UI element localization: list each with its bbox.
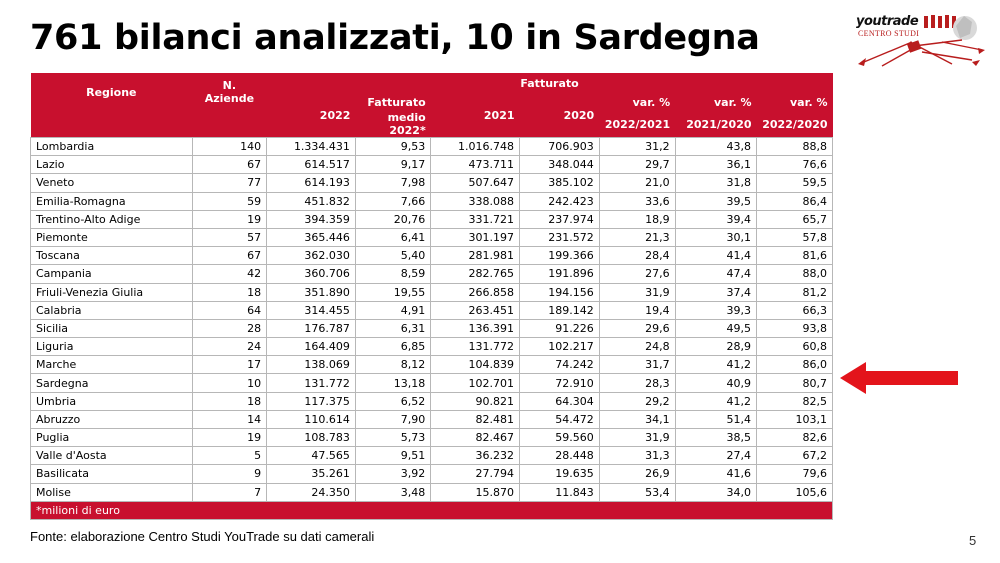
cell-var-2022-2021: 21,3 [599, 228, 675, 246]
cell-n-aziende: 140 [192, 138, 266, 156]
cell-n-aziende: 42 [192, 265, 266, 283]
cell-var-2022-2021: 33,6 [599, 192, 675, 210]
cell-var-2021-2020: 39,3 [675, 301, 756, 319]
cell-fatturato-2022: 614.193 [267, 174, 356, 192]
cell-fatturato-2022: 138.069 [267, 356, 356, 374]
cell-fatturato-2020: 28.448 [520, 447, 600, 465]
cell-fatturato-2020: 19.635 [520, 465, 600, 483]
table-row [31, 138, 833, 156]
cell-var-2022-2020: 88,0 [757, 265, 833, 283]
footnote: *milioni di euro [31, 501, 833, 519]
cell-var-2021-2020: 37,4 [675, 283, 756, 301]
cell-fatturato-2022: 451.832 [267, 192, 356, 210]
header-var1-l2: 2022/2021 [599, 111, 675, 138]
cell-fatturato-medio-2022: 9,17 [355, 156, 430, 174]
cell-fatturato-2020: 54.472 [520, 410, 600, 428]
header-var3-l1: var. % [757, 93, 833, 111]
cell-fatturato-2022: 110.614 [267, 410, 356, 428]
cell-var-2022-2021: 28,4 [599, 247, 675, 265]
cell-fatturato-2022: 360.706 [267, 265, 356, 283]
cell-fatturato-medio-2022: 6,85 [355, 338, 430, 356]
cell-region: Toscana [31, 247, 193, 265]
table-row [31, 265, 833, 283]
cell-n-aziende: 67 [192, 156, 266, 174]
cell-fatturato-medio-2022: 7,66 [355, 192, 430, 210]
cell-var-2022-2020: 88,8 [757, 138, 833, 156]
cell-fatturato-2021: 331.721 [431, 210, 520, 228]
cell-fatturato-2021: 90.821 [431, 392, 520, 410]
cell-var-2022-2021: 18,9 [599, 210, 675, 228]
cell-var-2021-2020: 40,9 [675, 374, 756, 392]
cell-fatturato-medio-2022: 6,31 [355, 319, 430, 337]
cell-var-2021-2020: 39,5 [675, 192, 756, 210]
cell-n-aziende: 18 [192, 392, 266, 410]
cell-var-2022-2020: 93,8 [757, 319, 833, 337]
cell-n-aziende: 28 [192, 319, 266, 337]
cell-fatturato-2021: 282.765 [431, 265, 520, 283]
table-row [31, 174, 833, 192]
cell-fatturato-2022: 365.446 [267, 228, 356, 246]
cell-var-2021-2020: 31,8 [675, 174, 756, 192]
cell-n-aziende: 77 [192, 174, 266, 192]
table-row [31, 156, 833, 174]
cell-fatturato-2021: 82.481 [431, 410, 520, 428]
cell-region: Lazio [31, 156, 193, 174]
page-number: 5 [969, 533, 977, 548]
header-2022: 2022 [267, 93, 356, 138]
cell-fatturato-2020: 385.102 [520, 174, 600, 192]
cell-fatturato-2020: 189.142 [520, 301, 600, 319]
cell-fatturato-2022: 614.517 [267, 156, 356, 174]
cell-var-2021-2020: 41,2 [675, 392, 756, 410]
cell-fatturato-2022: 394.359 [267, 210, 356, 228]
cell-var-2022-2020: 82,5 [757, 392, 833, 410]
cell-var-2021-2020: 34,0 [675, 483, 756, 501]
cell-n-aziende: 7 [192, 483, 266, 501]
cell-fatturato-2020: 64.304 [520, 392, 600, 410]
table-row [31, 247, 833, 265]
cell-fatturato-2022: 35.261 [267, 465, 356, 483]
cell-fatturato-2021: 266.858 [431, 283, 520, 301]
cell-var-2021-2020: 39,4 [675, 210, 756, 228]
cell-region: Lombardia [31, 138, 193, 156]
cell-var-2022-2021: 31,9 [599, 283, 675, 301]
cell-fatturato-2021: 36.232 [431, 447, 520, 465]
header-var2-l1: var. % [675, 93, 756, 111]
cell-fatturato-2021: 136.391 [431, 319, 520, 337]
cell-var-2022-2020: 65,7 [757, 210, 833, 228]
cell-var-2022-2020: 79,6 [757, 465, 833, 483]
cell-region: Campania [31, 265, 193, 283]
header-var3-l2: 2022/2020 [757, 111, 833, 138]
cell-fatturato-2022: 351.890 [267, 283, 356, 301]
cell-n-aziende: 64 [192, 301, 266, 319]
cell-var-2021-2020: 30,1 [675, 228, 756, 246]
header-n-aziende: N. Aziende [192, 73, 266, 111]
header-2021: 2021 [431, 93, 520, 138]
cell-var-2021-2020: 41,6 [675, 465, 756, 483]
cell-var-2021-2020: 49,5 [675, 319, 756, 337]
cell-fatturato-medio-2022: 7,90 [355, 410, 430, 428]
cell-n-aziende: 14 [192, 410, 266, 428]
table-row [31, 338, 833, 356]
header-fatturato-group: Fatturato [267, 73, 833, 93]
cell-region: Molise [31, 483, 193, 501]
cell-var-2022-2020: 81,2 [757, 283, 833, 301]
cell-region: Abruzzo [31, 410, 193, 428]
cell-fatturato-medio-2022: 8,59 [355, 265, 430, 283]
cell-fatturato-2021: 263.451 [431, 301, 520, 319]
cell-var-2021-2020: 36,1 [675, 156, 756, 174]
cell-fatturato-2020: 194.156 [520, 283, 600, 301]
cell-fatturato-2022: 47.565 [267, 447, 356, 465]
cell-region: Calabria [31, 301, 193, 319]
cell-fatturato-2020: 231.572 [520, 228, 600, 246]
cell-var-2021-2020: 28,9 [675, 338, 756, 356]
cell-fatturato-2021: 507.647 [431, 174, 520, 192]
cell-var-2021-2020: 27,4 [675, 447, 756, 465]
table-row [31, 192, 833, 210]
cell-var-2022-2020: 80,7 [757, 374, 833, 392]
cell-var-2022-2021: 26,9 [599, 465, 675, 483]
cell-region: Friuli-Venezia Giulia [31, 283, 193, 301]
youtrade-logo [852, 12, 987, 68]
cell-var-2022-2021: 31,9 [599, 429, 675, 447]
cell-var-2022-2021: 34,1 [599, 410, 675, 428]
table-row [31, 392, 833, 410]
cell-fatturato-2022: 131.772 [267, 374, 356, 392]
cell-region: Veneto [31, 174, 193, 192]
cell-region: Basilicata [31, 465, 193, 483]
cell-fatturato-2020: 74.242 [520, 356, 600, 374]
page-title: 761 bilanci analizzati, 10 in Sardegna [30, 18, 760, 58]
cell-fatturato-2020: 91.226 [520, 319, 600, 337]
cell-var-2022-2021: 21,0 [599, 174, 675, 192]
cell-fatturato-2021: 104.839 [431, 356, 520, 374]
cell-fatturato-medio-2022: 4,91 [355, 301, 430, 319]
cell-fatturato-2020: 191.896 [520, 265, 600, 283]
header-blank [31, 111, 193, 138]
cell-fatturato-2020: 237.974 [520, 210, 600, 228]
cell-var-2022-2021: 31,3 [599, 447, 675, 465]
table-row [31, 483, 833, 501]
cell-n-aziende: 10 [192, 374, 266, 392]
header-fatturato-medio-l1: Fatturato [355, 93, 430, 111]
cell-var-2021-2020: 41,4 [675, 247, 756, 265]
logo-subtitle: CENTRO STUDI [858, 29, 920, 38]
cell-fatturato-medio-2022: 3,92 [355, 465, 430, 483]
cell-region: Sicilia [31, 319, 193, 337]
cell-var-2021-2020: 41,2 [675, 356, 756, 374]
cell-var-2022-2021: 31,7 [599, 356, 675, 374]
cell-region: Puglia [31, 429, 193, 447]
header-var1-l1: var. % [599, 93, 675, 111]
cell-fatturato-medio-2022: 6,52 [355, 392, 430, 410]
cell-fatturato-2020: 348.044 [520, 156, 600, 174]
cell-var-2022-2021: 53,4 [599, 483, 675, 501]
cell-fatturato-medio-2022: 7,98 [355, 174, 430, 192]
table-row [31, 429, 833, 447]
cell-fatturato-medio-2022: 6,41 [355, 228, 430, 246]
cell-fatturato-2020: 242.423 [520, 192, 600, 210]
cell-fatturato-2021: 15.870 [431, 483, 520, 501]
cell-region: Sardegna [31, 374, 193, 392]
cell-var-2022-2020: 76,6 [757, 156, 833, 174]
logo-name: youtrade [856, 14, 919, 29]
cell-var-2022-2021: 31,2 [599, 138, 675, 156]
cell-fatturato-2022: 117.375 [267, 392, 356, 410]
cell-var-2022-2020: 67,2 [757, 447, 833, 465]
cell-var-2021-2020: 47,4 [675, 265, 756, 283]
cell-fatturato-2022: 108.783 [267, 429, 356, 447]
table-row [31, 447, 833, 465]
table-row [31, 356, 833, 374]
cell-var-2022-2020: 82,6 [757, 429, 833, 447]
cell-var-2022-2020: 81,6 [757, 247, 833, 265]
cell-n-aziende: 19 [192, 210, 266, 228]
cell-fatturato-2020: 199.366 [520, 247, 600, 265]
cell-fatturato-2022: 314.455 [267, 301, 356, 319]
cell-n-aziende: 5 [192, 447, 266, 465]
cell-n-aziende: 59 [192, 192, 266, 210]
table-row [31, 210, 833, 228]
cell-n-aziende: 24 [192, 338, 266, 356]
cell-fatturato-2021: 131.772 [431, 338, 520, 356]
cell-fatturato-2022: 164.409 [267, 338, 356, 356]
cell-var-2022-2021: 29,7 [599, 156, 675, 174]
cell-var-2022-2020: 57,8 [757, 228, 833, 246]
cell-fatturato-medio-2022: 19,55 [355, 283, 430, 301]
header-fatturato-medio-l2: medio 2022* [355, 111, 430, 138]
cell-var-2022-2021: 29,2 [599, 392, 675, 410]
cell-fatturato-2021: 301.197 [431, 228, 520, 246]
cell-fatturato-medio-2022: 13,18 [355, 374, 430, 392]
cell-region: Trentino-Alto Adige [31, 210, 193, 228]
cell-n-aziende: 19 [192, 429, 266, 447]
cell-var-2021-2020: 38,5 [675, 429, 756, 447]
cell-var-2022-2020: 66,3 [757, 301, 833, 319]
cell-fatturato-2021: 338.088 [431, 192, 520, 210]
cell-fatturato-medio-2022: 9,53 [355, 138, 430, 156]
header-blank [192, 111, 266, 138]
cell-region: Liguria [31, 338, 193, 356]
source-note: Fonte: elaborazione Centro Studi YouTrade su dati camerali [30, 529, 375, 544]
cell-fatturato-medio-2022: 8,12 [355, 356, 430, 374]
cell-fatturato-medio-2022: 9,51 [355, 447, 430, 465]
cell-var-2022-2021: 24,8 [599, 338, 675, 356]
cell-fatturato-2022: 176.787 [267, 319, 356, 337]
cell-n-aziende: 17 [192, 356, 266, 374]
table-row [31, 465, 833, 483]
table-row [31, 301, 833, 319]
cell-fatturato-2020: 72.910 [520, 374, 600, 392]
cell-n-aziende: 57 [192, 228, 266, 246]
cell-region: Emilia-Romagna [31, 192, 193, 210]
table-row [31, 319, 833, 337]
cell-fatturato-2021: 102.701 [431, 374, 520, 392]
cell-var-2022-2021: 27,6 [599, 265, 675, 283]
cell-fatturato-medio-2022: 5,40 [355, 247, 430, 265]
highlight-arrow-icon [840, 362, 958, 394]
table-row [31, 283, 833, 301]
table-row [31, 374, 833, 392]
cell-n-aziende: 9 [192, 465, 266, 483]
cell-var-2021-2020: 51,4 [675, 410, 756, 428]
header-region: Regione [31, 73, 193, 111]
cell-fatturato-2020: 102.217 [520, 338, 600, 356]
cell-fatturato-2022: 1.334.431 [267, 138, 356, 156]
cell-n-aziende: 67 [192, 247, 266, 265]
cell-var-2022-2020: 60,8 [757, 338, 833, 356]
cell-var-2022-2020: 103,1 [757, 410, 833, 428]
cell-var-2022-2021: 28,3 [599, 374, 675, 392]
cell-fatturato-2020: 59.560 [520, 429, 600, 447]
cell-var-2022-2020: 86,4 [757, 192, 833, 210]
table-body [31, 138, 833, 502]
table-row [31, 410, 833, 428]
cell-var-2021-2020: 43,8 [675, 138, 756, 156]
cell-region: Marche [31, 356, 193, 374]
cell-fatturato-2021: 1.016.748 [431, 138, 520, 156]
cell-n-aziende: 18 [192, 283, 266, 301]
header-var2-l2: 2021/2020 [675, 111, 756, 138]
cell-fatturato-2022: 362.030 [267, 247, 356, 265]
cell-fatturato-medio-2022: 5,73 [355, 429, 430, 447]
cell-var-2022-2021: 29,6 [599, 319, 675, 337]
cell-fatturato-2020: 706.903 [520, 138, 600, 156]
cell-fatturato-medio-2022: 3,48 [355, 483, 430, 501]
table-row [31, 228, 833, 246]
cell-fatturato-2021: 281.981 [431, 247, 520, 265]
revenue-table [30, 73, 833, 520]
header-2020: 2020 [520, 93, 600, 138]
cell-var-2022-2020: 59,5 [757, 174, 833, 192]
cell-fatturato-2022: 24.350 [267, 483, 356, 501]
cell-region: Umbria [31, 392, 193, 410]
cell-fatturato-2021: 27.794 [431, 465, 520, 483]
cell-fatturato-2021: 82.467 [431, 429, 520, 447]
cell-var-2022-2020: 105,6 [757, 483, 833, 501]
cell-fatturato-2020: 11.843 [520, 483, 600, 501]
cell-region: Valle d'Aosta [31, 447, 193, 465]
cell-fatturato-medio-2022: 20,76 [355, 210, 430, 228]
cell-fatturato-2021: 473.711 [431, 156, 520, 174]
cell-var-2022-2020: 86,0 [757, 356, 833, 374]
cell-var-2022-2021: 19,4 [599, 301, 675, 319]
cell-region: Piemonte [31, 228, 193, 246]
